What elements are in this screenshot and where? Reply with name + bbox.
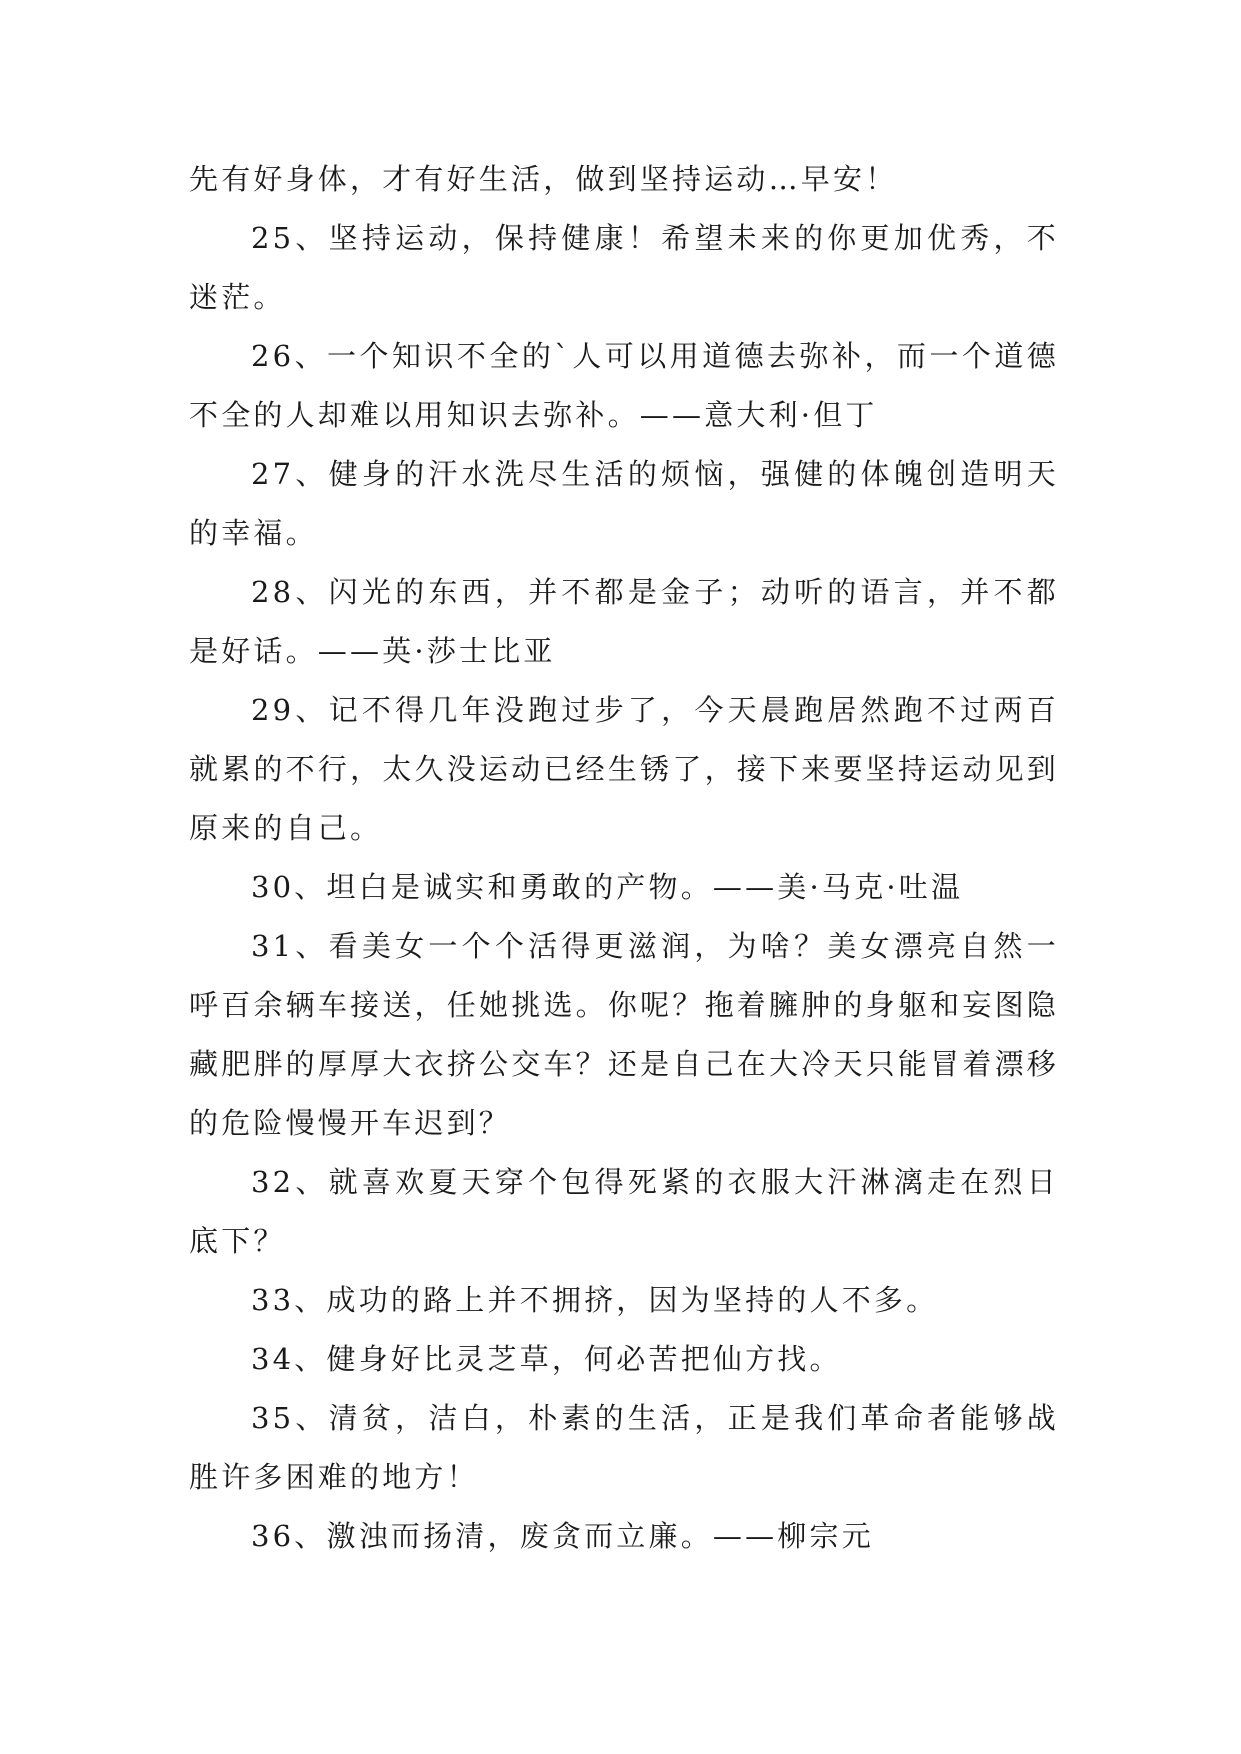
paragraph-8: 31、看美女一个个活得更滋润，为啥？美女漂亮自然一呼百余辆车接送，任她挑选。你呢？拖着臃肿的身躯和妄图隐藏肥胖的厚厚大衣挤公交车？还是自己在大冷天只能冒着漂移的危险慢慢开车迟到？	[189, 929, 1059, 1140]
paragraph-5: 28、闪光的东西，并不都是金子；动听的语言，并不都是好话。——英·莎士比亚	[189, 575, 1059, 668]
document-body	[189, 150, 1059, 1566]
paragraph-9: 32、就喜欢夏天穿个包得死紧的衣服大汗淋漓走在烈日底下？	[189, 1165, 1059, 1258]
paragraph-6: 29、记不得几年没跑过步了，今天晨跑居然跑不过两百就累的不行，太久没运动已经生锈了，接下来要坚持运动见到原来的自己。	[189, 693, 1059, 845]
paragraph-13: 36、激浊而扬清，废贪而立廉。——柳宗元	[251, 1519, 874, 1553]
paragraph-2: 25、坚持运动，保持健康！希望未来的你更加优秀，不迷茫。	[189, 221, 1059, 314]
paragraph-11: 34、健身好比灵芝草，何必苦把仙方找。	[251, 1342, 842, 1376]
paragraph-12: 35、清贫，洁白，朴素的生活，正是我们革命者能够战胜许多困难的地方！	[189, 1401, 1059, 1494]
paragraph-7: 30、坦白是诚实和勇敢的产物。——美·马克·吐温	[251, 870, 964, 904]
paragraph-1: 先有好身体，才有好生活，做到坚持运动…早安！	[189, 162, 898, 196]
paragraph-10: 33、成功的路上并不拥挤，因为坚持的人不多。	[251, 1283, 939, 1317]
paragraph-3: 26、一个知识不全的`人可以用道德去弥补，而一个道德不全的人却难以用知识去弥补。——意大利·但丁	[189, 339, 1059, 432]
paragraph-4: 27、健身的汗水洗尽生活的烦恼，强健的体魄创造明天的幸福。	[189, 457, 1059, 550]
